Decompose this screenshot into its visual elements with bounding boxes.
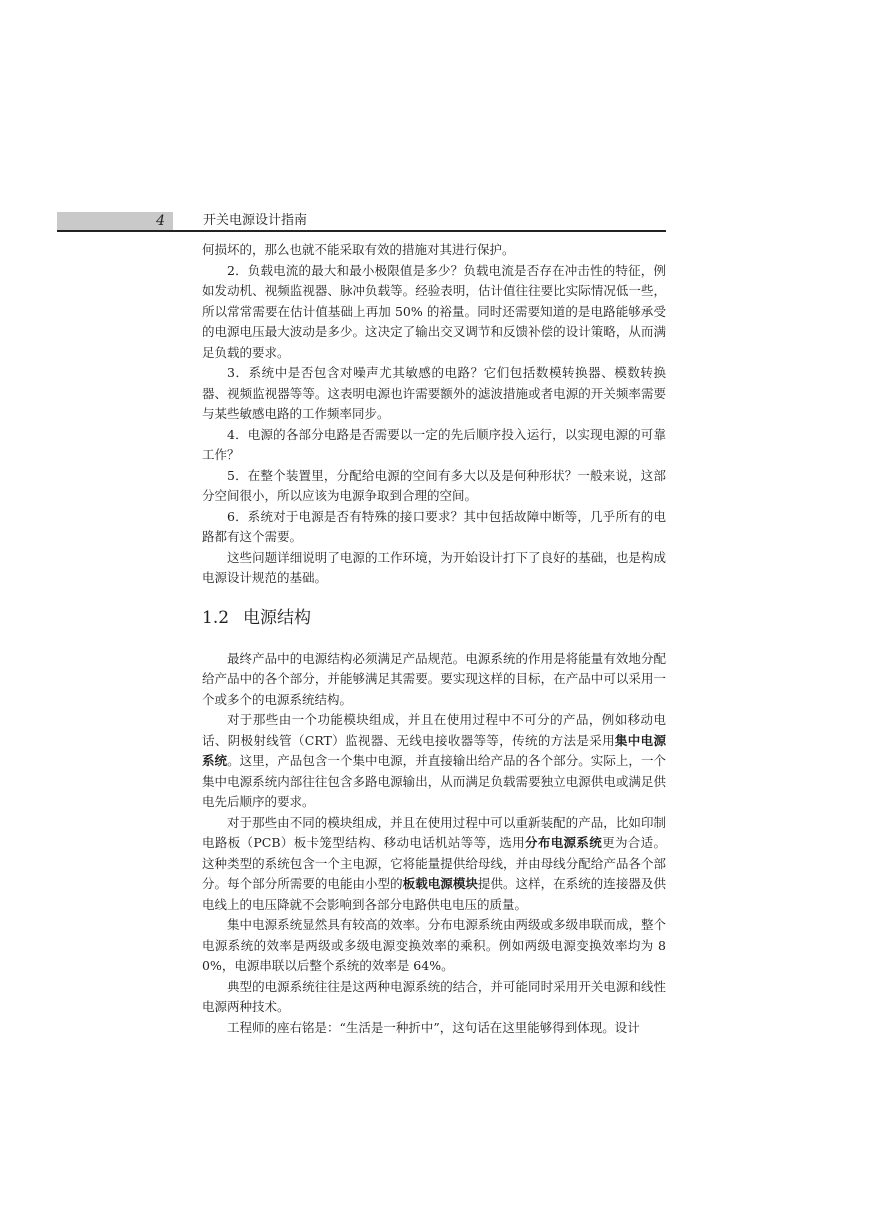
question-2: 2．负载电流的最大和最小极限值是多少？负载电流是否存在冲击性的特征，例如发动机、视频监视器、脉冲负载等。经验表明，估计值往往要比实际情况低一些，所以常常需要在估计值基础上再加 50% 的裕量。同时还需要知道的是电路能够承受的电源电压最大波动是多少。这决定了输出交叉调节和反馈补偿的设计策略，从而满足负载的要求。 — [202, 262, 666, 360]
text-run: 提供。这样，在系统的连接器及供电线上的电压降就不会影响到各部分电路供电电压的质量。 — [202, 876, 666, 912]
text-run: 更为合适。这种类型的系统包含一个主电源，它将能量提供给母线，并由母线分配给产品各个部分。每个部分所需要的电能由小型的 — [202, 835, 666, 891]
paragraph-motto: 工程师的座右铭是：“生活是一种折中”，这句话在这里能够得到体现。设计 — [227, 1019, 640, 1035]
page-number: 4 — [156, 213, 165, 229]
summary-paragraph: 这些问题详细说明了电源的工作环境，为开始设计打下了良好的基础，也是构成电源设计规范的基础。 — [202, 549, 666, 585]
paragraph-centralized — [202, 710, 666, 813]
section-title: 电源结构 — [243, 607, 312, 628]
section-heading — [202, 605, 666, 631]
question-6: 6．系统对于电源是否有特殊的接口要求？其中包括故障中断等，几乎所有的电路都有这个需要。 — [202, 508, 666, 544]
page-number-box — [57, 212, 173, 230]
question-4: 4．电源的各部分电路是否需要以一定的先后顺序投入运行，以实现电源的可靠工作？ — [202, 426, 666, 462]
term-centralized-power: 集中电源系统 — [202, 732, 666, 768]
paragraph-combination: 典型的电源系统往往是这两种电源系统的结合，并可能同时采用开关电源和线性电源两种技术。 — [202, 978, 666, 1014]
question-5: 5．在整个装置里，分配给电源的空间有多大以及是何种形状？一般来说，这部分空间很小，所以应该为电源争取到合理的空间。 — [202, 467, 666, 503]
page-body — [202, 240, 666, 1038]
paragraph-efficiency: 集中电源系统显然具有较高的效率。分布电源系统由两级或多级串联而成，整个电源系统的效率是两级或多级电源变换效率的乘积。例如两级电源变换效率均为 80%，电源串联以后整个系统的效率是 64%。 — [202, 917, 666, 973]
term-distributed-power: 分布电源系统 — [525, 835, 603, 850]
question-3: 3．系统中是否包含对噪声尤其敏感的电路？它们包括数模转换器、模数转换器、视频监视器等等。这表明电源也许需要额外的滤波措施或者电源的开关频率需要与某些敏感电路的工作频率同步。 — [202, 365, 666, 421]
section-number: 1.2 — [202, 607, 230, 628]
text-run: 对于那些由不同的模块组成，并且在使用过程中可以重新装配的产品，比如印制电路板（PCB）板卡笼型结构、移动电话机站等等，选用 — [202, 814, 666, 850]
text-run: 。这里，产品包含一个集中电源，并直接输出给产品的各个部分。实际上，一个集中电源系统内部往往包含多路电源输出，从而满足负载需要独立电源供电或满足供电先后顺序的要求。 — [202, 753, 666, 809]
paragraph-structure-intro: 最终产品中的电源结构必须满足产品规范。电源系统的作用是将能量有效地分配给产品中的各个部分，并能够满足其需要。要实现这样的目标，在产品中可以采用一个或多个的电源系统结构。 — [202, 650, 666, 707]
paragraph-continuation: 何损坏的，那么也就不能采取有效的措施对其进行保护。 — [202, 242, 515, 257]
header-rule — [57, 230, 666, 232]
running-title: 开关电源设计指南 — [203, 213, 308, 228]
text-run: 对于那些由一个功能模块组成，并且在使用过程中不可分的产品，例如移动电话、阴极射线管（CRT）监视器、无线电接收器等等，传统的方法是采用 — [202, 712, 666, 748]
paragraph-distributed — [202, 813, 666, 916]
page-header — [57, 208, 666, 232]
term-onboard-module: 板载电源模块 — [402, 876, 478, 891]
